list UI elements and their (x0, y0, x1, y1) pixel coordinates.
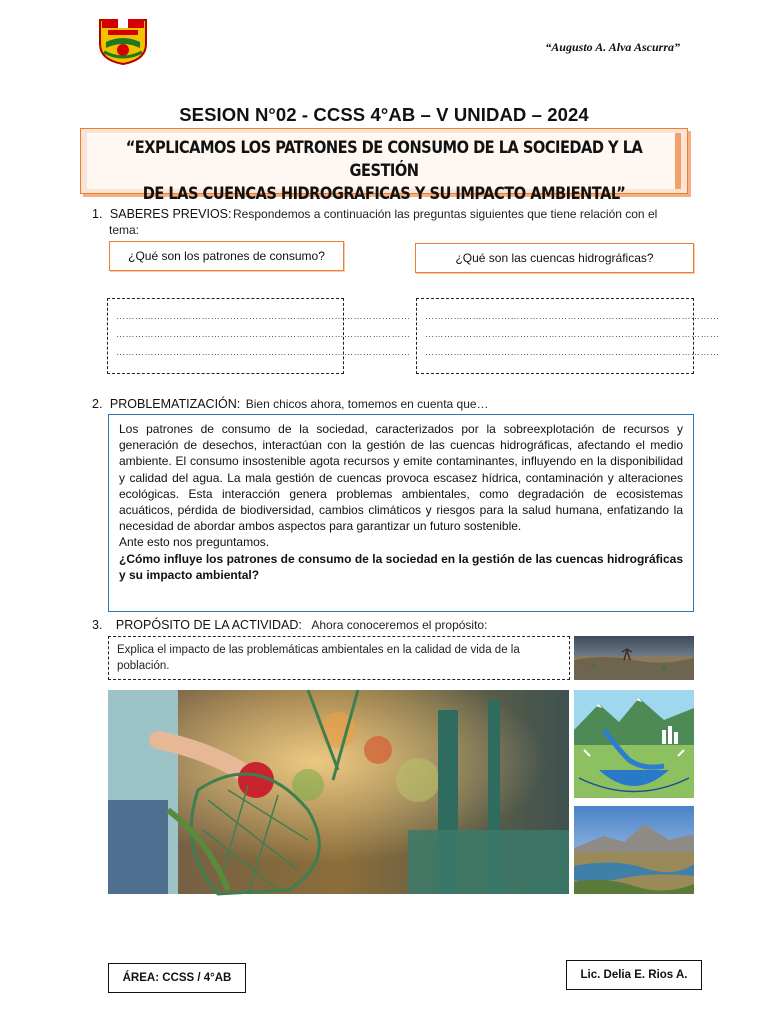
answer-box-left[interactable] (107, 298, 411, 374)
problem-box (108, 414, 694, 612)
section-1-heading (92, 207, 232, 221)
answer-line: ………………………………………………………………………………… (425, 347, 720, 357)
question-watersheds: ¿Qué son las cuencas hidrográficas? (415, 243, 694, 273)
answer-box-right[interactable] (416, 298, 720, 374)
purpose-text: Explica el impacto de las problemáticas ambientales en la calidad de vida de la población. (117, 644, 520, 672)
market-shopping-photo (108, 690, 569, 894)
dry-landscape-image (574, 636, 694, 680)
river-landscape-image (574, 806, 694, 894)
session-title: SESION N°02 - CCSS 4°AB – V UNIDAD – 2024 (179, 104, 589, 125)
answer-line: ………………………………………………………………………………… (425, 311, 720, 321)
section-1-number: 1. (92, 207, 103, 221)
answer-line: ………………………………………………………………………………… (116, 311, 411, 321)
school-name: “Augusto A. Alva Ascurra” (545, 40, 680, 54)
section-3-label: PROPÓSITO DE LA ACTIVIDAD: (115, 618, 302, 632)
teacher-name: Lic. Delia E. Rios A. (566, 960, 702, 990)
answer-line: ………………………………………………………………………………… (116, 329, 411, 339)
section-2-label: PROBLEMATIZACIÓN: (109, 397, 241, 411)
section-3-intro: Ahora conoceremos el propósito: (311, 618, 488, 632)
section-2-heading (92, 397, 489, 411)
area-label: ÁREA: CCSS / 4°AB (108, 963, 246, 993)
section-1-text-line-2: tema: (109, 223, 140, 237)
main-title (123, 137, 644, 206)
main-title-line-1: “EXPLICAMOS LOS PATRONES DE CONSUMO DE LA SOCIEDAD Y LA GESTIÓN (125, 138, 643, 181)
answer-line: ………………………………………………………………………………… (425, 329, 720, 339)
main-title-line-2: DE LAS CUENCAS HIDROGRAFICAS Y SU IMPACTO AMBIENTAL” (142, 184, 626, 204)
main-title-box (80, 128, 688, 204)
problem-question: ¿Cómo influye los patrones de consumo de la sociedad en la gestión de las cuencas hidrográficas y su impacto ambiental? (119, 551, 683, 582)
section-1-label: SABERES PREVIOS: (109, 207, 232, 221)
school-logo-icon (96, 16, 150, 66)
section-3-number: 3. (92, 618, 103, 632)
problem-lead: Ante esto nos preguntamos. (119, 535, 270, 550)
answer-line: ………………………………………………………………………………… (116, 347, 411, 357)
watershed-diagram-image (574, 690, 694, 798)
section-3-heading (92, 618, 487, 632)
section-2-number: 2. (92, 397, 103, 411)
section-1-text-line-1: Respondemos a continuación las preguntas siguientes que tiene relación con el (233, 207, 658, 221)
question-consumption-patterns: ¿Qué son los patrones de consumo? (109, 241, 344, 271)
problem-paragraph: Los patrones de consumo de la sociedad, caracterizados por la sobreexplotación de recursos y generación de desechos, interactúan con la gestión de las cuencas hidrográficas, afectando el medio ambiente. El consumo insostenible agota recursos y emite contaminantes, influyendo en la disponibilidad y calidad del agua. La mala gestión de cuencas provoca escasez hídrica, contaminación y alteraciones ecológicas. Esta interacción genera problemas ambientales, como degradación de ecosistemas acuáticos, pérdida de biodiversidad, cambios climáticos y riesgos para la salud humana, enfatizando la necesidad de abordar ambos aspectos para garantizar un futuro sostenible. (119, 422, 683, 534)
section-2-intro: Bien chicos ahora, tomemos en cuenta que… (245, 397, 489, 411)
purpose-box (108, 636, 570, 680)
